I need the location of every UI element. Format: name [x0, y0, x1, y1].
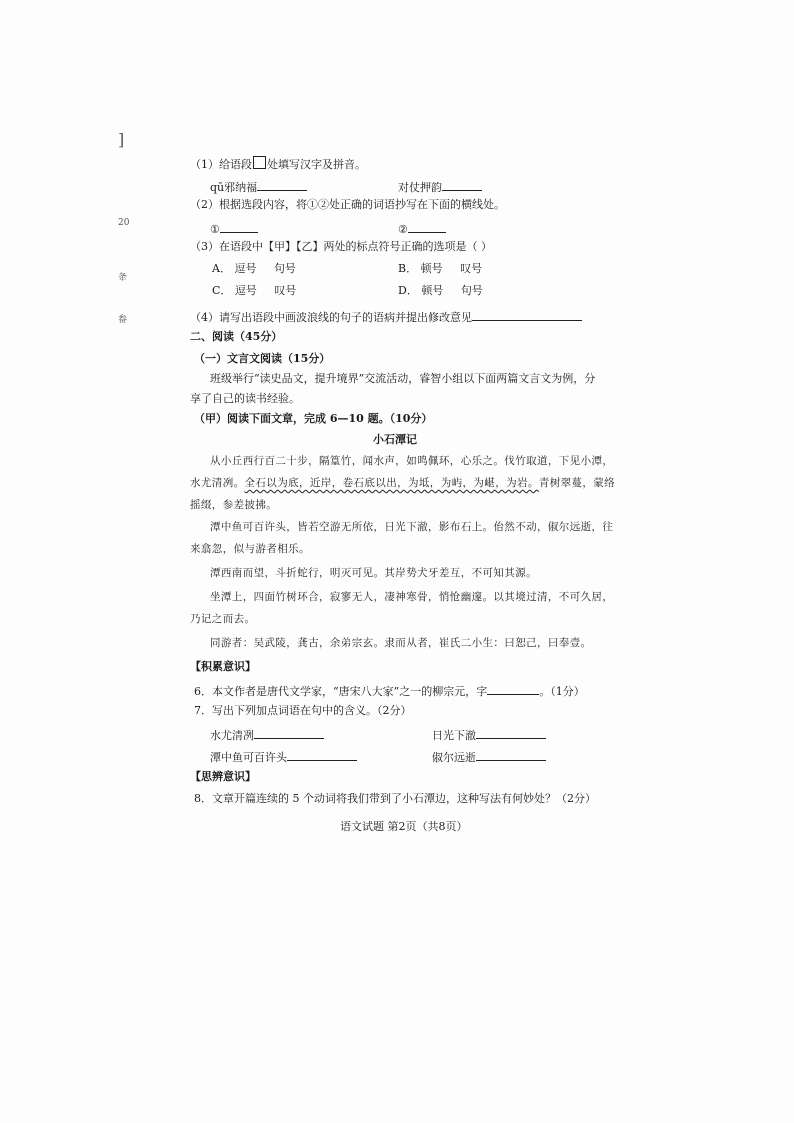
q2-answer-1	[210, 220, 258, 237]
option-text: 叹号	[460, 262, 483, 275]
passage-p2-l2: 来翕忽，似与游者相乐。	[190, 543, 310, 555]
answer-blank[interactable]	[257, 178, 307, 191]
q7-item-4	[432, 748, 546, 765]
q1-item-a-label: qū邪纳福	[210, 181, 258, 194]
q1-item-a	[210, 178, 307, 195]
q7-item-label: 潭中鱼可百许头	[210, 751, 287, 764]
option-letter: D．	[398, 284, 418, 297]
option-letter: C．	[212, 284, 232, 297]
option-text: 句号	[273, 262, 296, 275]
question-8: 8．文章开篇连续的 5 个动词将我们带到了小石潭边，这种写法有何妙处？（2分）	[194, 792, 596, 805]
passage-title: 小石潭记	[373, 433, 417, 446]
intro-line-1: 班级举行“读史品文，提升境界”交流活动，睿智小组以下面两篇文言文为例，分	[210, 372, 596, 385]
answer-blank[interactable]	[408, 220, 446, 233]
q1-prefix: （1）给语段	[190, 158, 252, 171]
q2-mark-2: ②	[398, 223, 408, 236]
margin-mark: 畚	[118, 315, 128, 325]
q6-text: 6．本文作者是唐代文学家，“唐宋八大家”之一的柳宗元，字	[194, 685, 488, 698]
option-b[interactable]	[398, 262, 482, 276]
option-text: 句号	[460, 284, 483, 297]
section-2-title: 二、阅读（45分）	[190, 330, 283, 343]
question-2: （2）根据选段内容，将①②处正确的词语抄写在下面的横线处。	[190, 198, 505, 211]
q1-item-b-label: 对仗押韵	[398, 181, 442, 194]
thinking-label: 【思辨意识】	[190, 770, 256, 783]
passage-p4-l1: 坐潭上，四面竹树环合，寂寥无人，凄神寒骨，悄怆幽邃。以其境过清，不可久居，	[210, 591, 614, 603]
wavy-sentence: 全石以为底，近岸，卷石底以出，为坻，为屿，为嵁，为岩。	[244, 477, 539, 489]
margin-mark: ]	[118, 130, 125, 149]
question-1	[190, 156, 366, 172]
option-letter: B．	[398, 262, 418, 275]
accumulation-label: 【积累意识】	[190, 660, 256, 673]
passage-p3: 潭西南而望，斗折蛇行，明灭可见。其岸势犬牙差互，不可知其源。	[210, 567, 537, 579]
option-text: 叹号	[274, 284, 297, 297]
q7-item-2	[432, 726, 546, 743]
option-text: 顿号	[420, 262, 443, 275]
option-c[interactable]	[212, 284, 296, 298]
margin-mark: 20	[118, 218, 130, 228]
answer-blank[interactable]	[220, 220, 258, 233]
answer-blank[interactable]	[476, 726, 546, 739]
answer-blank[interactable]	[287, 748, 357, 761]
q1-suffix: 处填写汉字及拼音。	[267, 158, 366, 171]
passage-p5: 同游者：吴武陵，龚古，余弟宗玄。隶而从者，崔氏二小生：曰恕己，曰奉壹。	[210, 637, 592, 649]
answer-blank[interactable]	[476, 748, 546, 761]
passage-p1-l2	[190, 472, 615, 494]
option-a[interactable]	[212, 262, 296, 276]
q2-answer-2	[398, 220, 446, 237]
q7-item-1	[210, 726, 324, 743]
option-text: 顿号	[421, 284, 444, 297]
subsection-1-title: （一）文言文阅读（15分）	[194, 352, 331, 365]
margin-mark: 夅	[118, 273, 128, 283]
q7-item-label: 日光下澈	[432, 729, 476, 742]
intro-line-2: 享了自己的读书经验。	[190, 392, 300, 405]
option-text: 逗号	[234, 262, 257, 275]
passage-p2-l1: 潭中鱼可百许头，皆若空游无所依，日光下澈，影布石上。佁然不动，俶尔远逝，往	[210, 521, 614, 533]
answer-blank[interactable]	[254, 726, 324, 739]
q7-item-label: 水尤清冽	[210, 729, 254, 742]
q6-score: 。（1分）	[539, 685, 585, 698]
passage-text: 青树翠蔓，蒙络	[538, 477, 616, 489]
question-3: （3）在语段中【甲】【乙】两处的标点符号正确的选项是（ ）	[190, 240, 492, 253]
passage-p4-l2: 乃记之而去。	[190, 613, 256, 625]
question-4	[190, 308, 582, 325]
q4-text: （4）请写出语段中画波浪线的句子的语病并提出修改意见	[190, 311, 472, 324]
blank-box	[253, 156, 266, 169]
option-d[interactable]	[398, 284, 483, 298]
answer-blank[interactable]	[472, 308, 582, 321]
q2-mark-1: ①	[210, 223, 220, 236]
passage-p1-l1: 从小丘西行百二十步，隔篁竹，闻水声，如鸣佩环，心乐之。伐竹取道，下见小潭，	[210, 455, 614, 467]
answer-blank[interactable]	[442, 178, 482, 191]
option-text: 逗号	[234, 284, 257, 297]
q7-item-label: 俶尔远逝	[432, 751, 476, 764]
question-6	[194, 682, 585, 699]
passage-p1-l3: 摇缀，参差披拂。	[190, 499, 278, 511]
passage-text: 水尤清冽。	[190, 477, 245, 489]
answer-blank[interactable]	[487, 682, 539, 695]
page-footer: 语文试题 第2页（共8页）	[340, 820, 468, 833]
q7-item-3	[210, 748, 357, 765]
option-letter: A．	[212, 262, 231, 275]
question-7: 7．写出下列加点词语在句中的含义。（2分）	[194, 704, 412, 717]
q1-item-b	[398, 178, 482, 195]
part-jia-instruction: （甲）阅读下面文章，完成 6—10 题。（10分）	[194, 412, 433, 425]
